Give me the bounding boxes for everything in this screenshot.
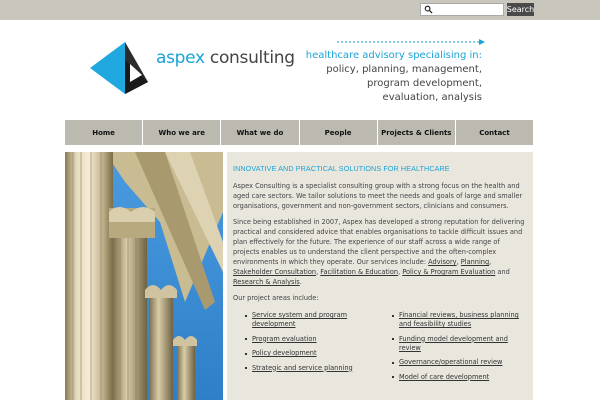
- list-item[interactable]: Service system and program development: [252, 311, 348, 328]
- nav-contact[interactable]: Contact: [479, 128, 510, 137]
- logo-name-part2: consulting: [204, 48, 295, 68]
- list-item[interactable]: Policy development: [252, 349, 317, 357]
- project-areas-right: [380, 311, 527, 387]
- link-facilitation-education[interactable]: Facilitation & Education: [320, 268, 399, 276]
- content-heading: INNOVATIVE AND PRACTICAL SOLUTIONS FOR HEALTHCARE: [233, 164, 450, 173]
- tagline-arrow-icon: [337, 39, 485, 45]
- list-item[interactable]: Financial reviews, business planning and feasibility studies: [399, 311, 519, 328]
- sep: ,: [456, 258, 461, 266]
- list-item[interactable]: Governance/operational review: [399, 358, 503, 366]
- list-item[interactable]: Program evaluation: [252, 334, 317, 343]
- hero-columns-image: [65, 152, 223, 400]
- aspex-logo-icon[interactable]: [90, 42, 160, 94]
- project-areas-intro: Our project areas include:: [233, 294, 319, 302]
- sep: and: [495, 268, 510, 276]
- link-stakeholder-consultation[interactable]: Stakeholder Consultation: [233, 268, 317, 276]
- list-item[interactable]: Strategic and service planning: [252, 363, 353, 372]
- link-advisory[interactable]: Advisory: [428, 258, 457, 266]
- history-text: Since being established in 2007, Aspex has developed a strong reputation for delivering practical and considered advice that enables organisations to tackle difficult issues and plan effectively for the future. The experience of our staff across a wide range of projects enables us to understand the client perspective and the often-complex environments in which they operate. Our services include:: [233, 218, 525, 266]
- project-areas: [233, 311, 527, 387]
- search-icon: [424, 5, 433, 14]
- intro-paragraph: Aspex Consulting is a specialist consulting group with a strong focus on the health and aged care sectors. We tailor solutions to meet the needs and goals of large and smaller organisations, government and non-government sectors, clinicians and consumers.: [233, 182, 523, 210]
- list-item[interactable]: Funding model development and review: [399, 334, 508, 352]
- sep: ,: [489, 258, 492, 266]
- nav-home[interactable]: Home: [65, 120, 143, 145]
- logo-name-part1: aspex: [156, 48, 205, 68]
- project-areas-left: [233, 311, 380, 387]
- tagline-line-2: program development,: [366, 78, 482, 89]
- search-box[interactable]: [420, 3, 504, 16]
- sep: ,: [316, 268, 321, 276]
- main-nav: [65, 120, 533, 145]
- nav-what-we-do[interactable]: What we do: [221, 120, 299, 145]
- nav-who-we-are[interactable]: Who we are: [143, 120, 221, 145]
- nav-projects-clients[interactable]: Projects & Clients: [378, 120, 456, 145]
- tagline-line-3: evaluation, analysis: [382, 92, 482, 103]
- content-panel: [227, 152, 533, 400]
- search-input[interactable]: [434, 4, 502, 15]
- sep: ,: [398, 268, 403, 276]
- history-paragraph: [233, 217, 527, 287]
- list-item[interactable]: Model of care development: [399, 372, 490, 381]
- nav-people[interactable]: People: [300, 120, 378, 145]
- tagline-heading: healthcare advisory specialising in:: [305, 50, 482, 61]
- search-button[interactable]: Search: [506, 5, 535, 14]
- link-planning[interactable]: Planning: [460, 258, 490, 266]
- link-policy-program-evaluation[interactable]: Policy & Program Evaluation: [402, 268, 496, 276]
- sep: .: [299, 278, 302, 286]
- tagline-line-1: policy, planning, management,: [326, 64, 482, 75]
- logo-wordmark[interactable]: [156, 48, 295, 68]
- link-research-analysis[interactable]: Research & Analysis: [233, 278, 300, 286]
